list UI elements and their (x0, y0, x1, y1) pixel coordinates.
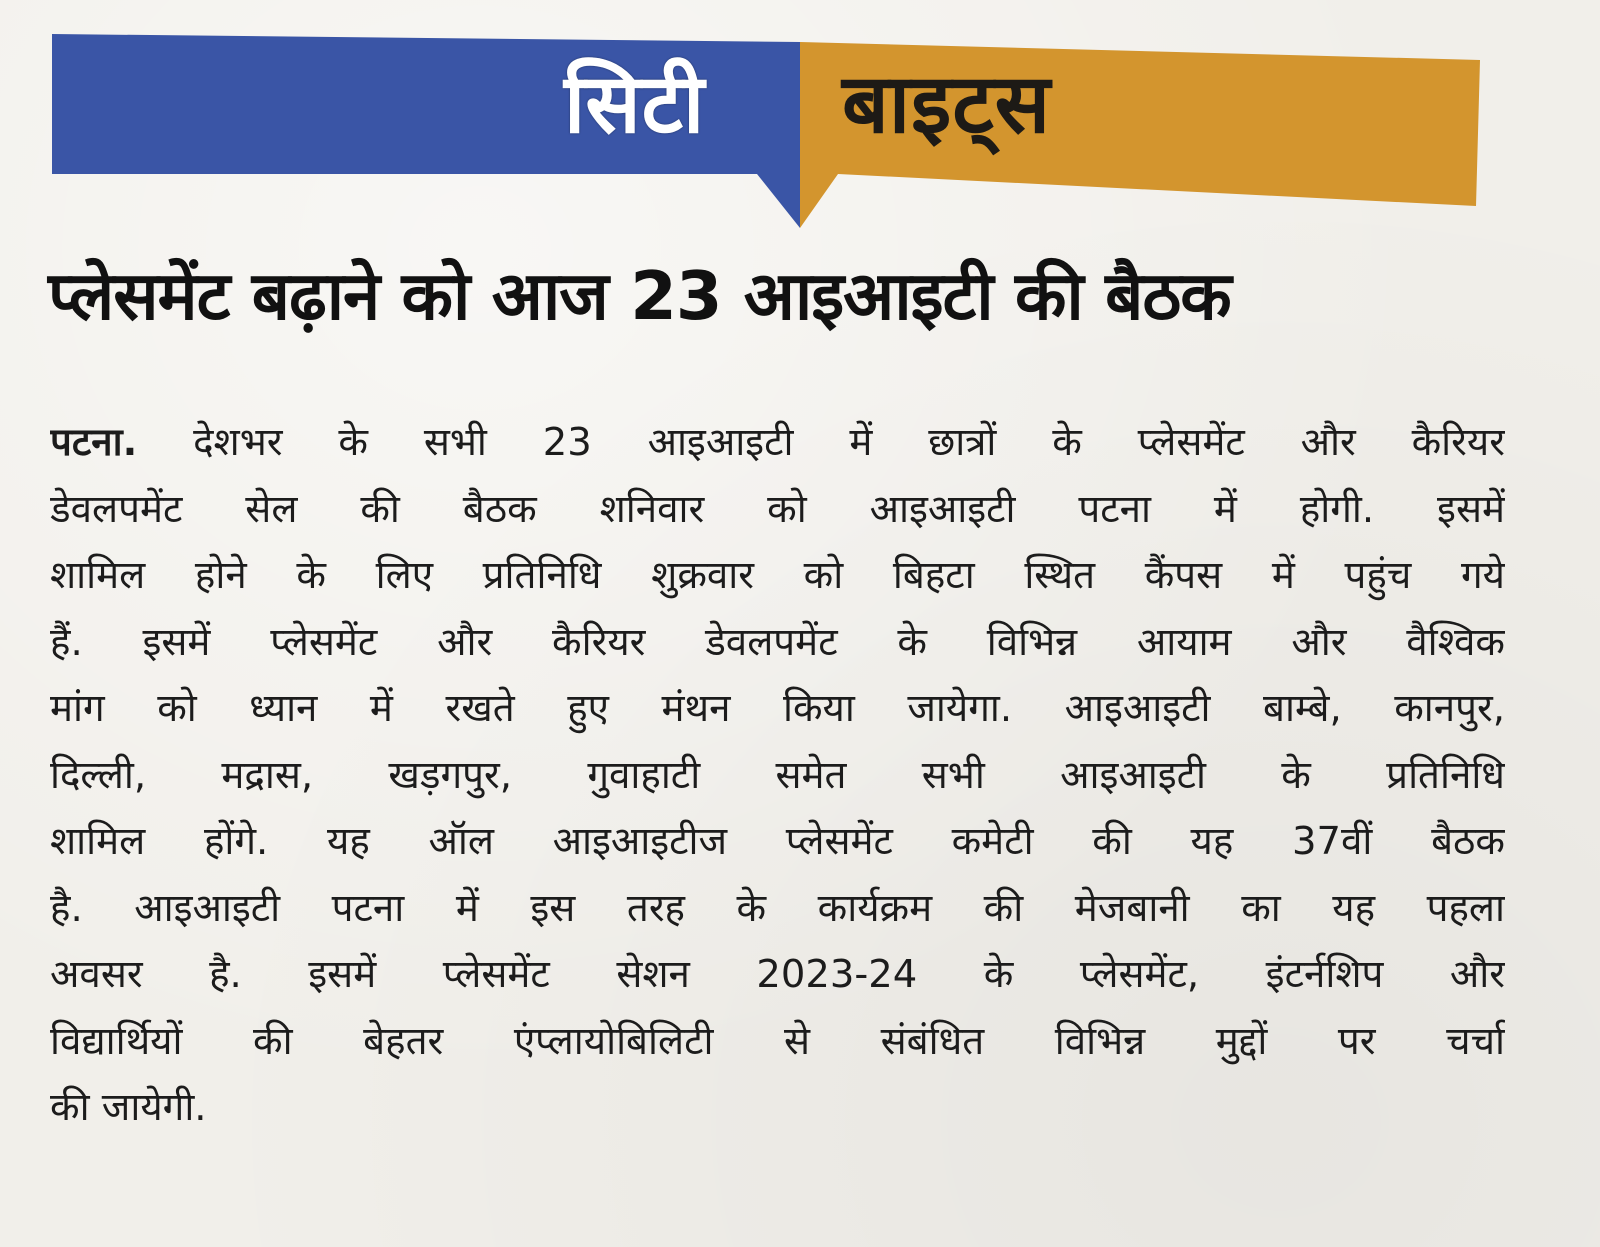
article-line: हैं. इसमें प्लेसमेंट और कैरियर डेवलपमेंट के विभिन्न आयाम और वैश्विक (50, 619, 1505, 665)
section-banner (52, 34, 1512, 234)
article-line: विद्यार्थियों की बेहतर एंप्लायोबिलिटी से संबंधित विभिन्न मुद्दों पर चर्चा (50, 1018, 1505, 1064)
article-line: दिल्ली, मद्रास, खड़गपुर, गुवाहाटी समेत सभी आइआइटी के प्रतिनिधि (50, 752, 1505, 798)
article-line: डेवलपमेंट सेल की बैठक शनिवार को आइआइटी पटना में होगी. इसमें (50, 486, 1505, 532)
article-line: अवसर है. इसमें प्लेसमेंट सेशन 2023-24 के प्लेसमेंट, इंटर्नशिप और (50, 952, 1505, 997)
article-line-text: देशभर के सभी 23 आइआइटी में छात्रों के प्लेसमेंट और कैरियर (193, 420, 1505, 465)
article-line: की जायेगी. (50, 1085, 207, 1130)
article-line (50, 410, 1505, 477)
article-line: है. आइआइटी पटना में इस तरह के कार्यक्रम की मेजबानी का यह पहला (50, 885, 1505, 931)
article-line: मांग को ध्यान में रखते हुए मंथन किया जायेगा. आइआइटी बाम्बे, कानपुर, (50, 686, 1505, 731)
article-body (50, 410, 1505, 1142)
article-line: शामिल होने के लिए प्रतिनिधि शुक्रवार को बिहटा स्थित कैंपस में पहुंच गये (50, 553, 1505, 598)
banner-shape (52, 34, 1512, 234)
banner-left-word: सिटी (564, 57, 706, 152)
headline: प्लेसमेंट बढ़ाने को आज 23 आइआइटी की बैठक (48, 257, 1231, 335)
dateline: पटना. (50, 420, 138, 465)
article-line: शामिल होंगे. यह ऑल आइआइटीज प्लेसमेंट कमेटी की यह 37वीं बैठक (50, 819, 1505, 864)
banner-right-word: बाइट्स (842, 57, 1052, 152)
